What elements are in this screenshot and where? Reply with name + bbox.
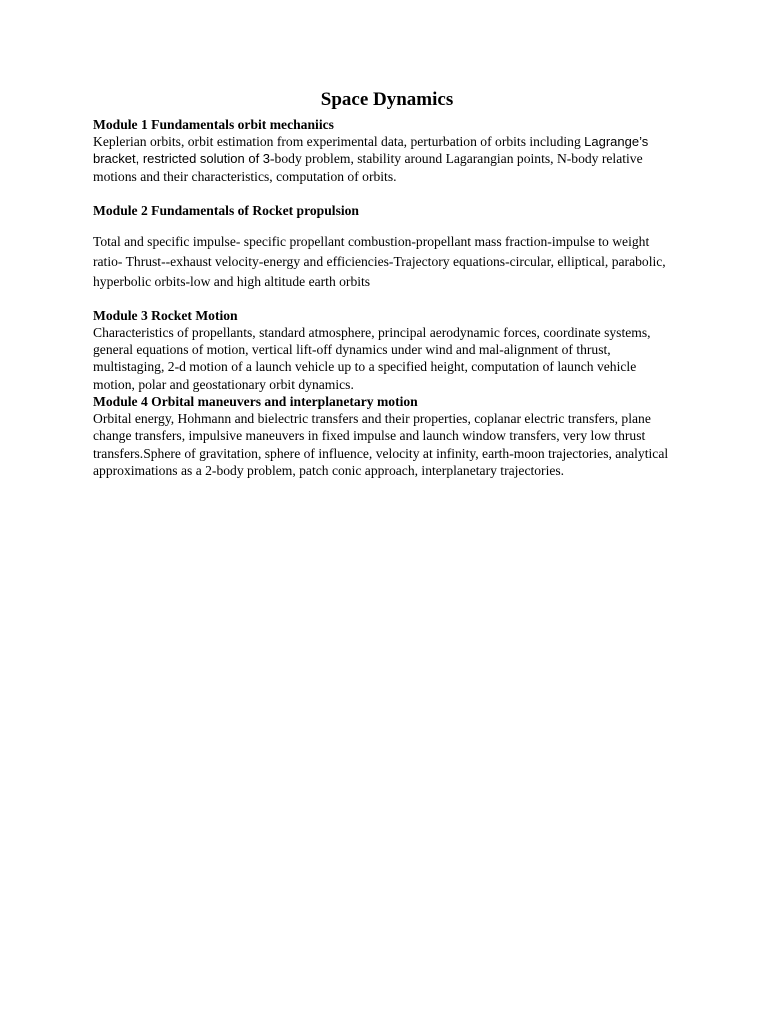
module-2-heading: Module 2 Fundamentals of Rocket propulsion: [93, 202, 359, 218]
module-4-section: [93, 393, 681, 479]
page-title: Space Dynamics: [320, 89, 454, 110]
document-page: [93, 88, 681, 479]
module-3-section: [93, 307, 681, 393]
module-4-body: Orbital energy, Hohmann and bielectric transfers and their properties, coplanar electric transfers, plane change transfers, impulsive maneuvers in fixed impulse and launch window transfers, very low thrust transfers.Sphere of gravitation, sphere of influence, velocity at infinity, earth-moon trajectories, analytical approximations as a 2-body problem, patch conic approach, interplanetary trajectories.: [93, 411, 669, 478]
module-1-body-sans: Lagrange’s bracket, restricted solution of 3: [93, 134, 649, 167]
module-4-heading: Module 4 Orbital maneuvers and interplanetary motion: [93, 394, 418, 410]
module-3-body: Characteristics of propellants, standard atmosphere, principal aerodynamic forces, coordinate systems, general equations of motion, vertical lift-off dynamics under wind and mal-alignment of thrust, multistaging, 2-d motion of a launch vehicle up to a specified height, computation of launch vehicle motion, polar and geostationary orbit dynamics.: [93, 324, 651, 392]
module-1-body-part2: -body problem, stability around Lagarangian points, N-body relative motions and their characteristics, computation of orbits.: [93, 151, 643, 184]
module-1-body-part1: Keplerian orbits, orbit estimation from experimental data, perturbation of orbits including: [93, 134, 585, 149]
module-2-body: Total and specific impulse- specific propellant combustion-propellant mass fraction-impulse to weight ratio- Thrust--exhaust velocity-energy and efficiencies-Trajectory equations-circular, elliptical, parabolic, hyperbolic orbits-low and high altitude earth orbits: [93, 233, 666, 289]
module-3-heading: Module 3 Rocket Motion: [93, 307, 238, 323]
module-1-body: [93, 133, 681, 185]
spacer: [93, 185, 681, 202]
spacer: [93, 292, 681, 307]
spacer: [93, 219, 681, 232]
module-1-heading: Module 1 Fundamentals orbit mechaniics: [93, 117, 334, 132]
module-2-section: [93, 202, 681, 292]
module-1-section: [93, 116, 681, 185]
